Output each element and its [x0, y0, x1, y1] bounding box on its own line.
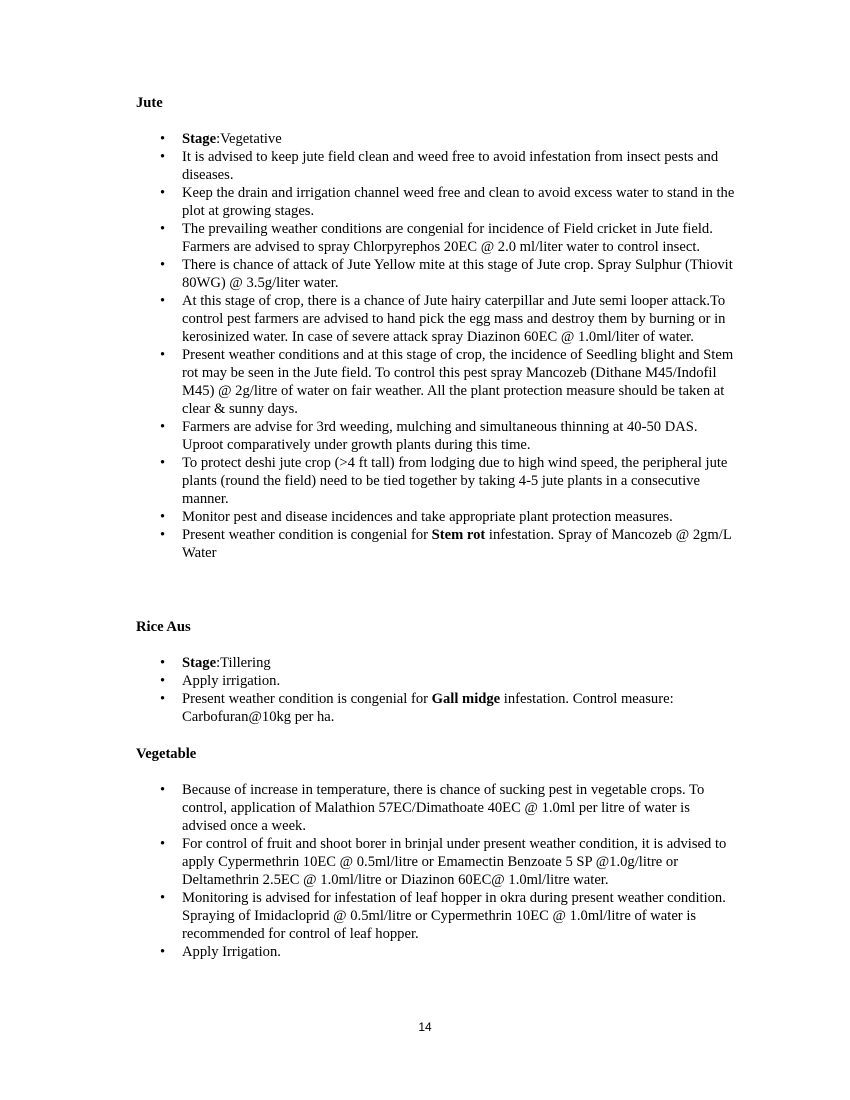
item-text: Present weather condition is congenial for	[182, 691, 432, 707]
page-number: 14	[418, 1020, 432, 1034]
item-bold-term: Stem rot	[431, 527, 486, 543]
jute-list	[182, 130, 738, 562]
stage-label: Stage	[182, 131, 217, 147]
list-item: • Monitoring is advised for infestation of leaf hopper in okra during present weather condition. Spraying of Imidacloprid @ 0.5ml/litre or Cypermethrin 10EC @ 1.0ml/litre of water is recommended for control of leaf hopper.	[182, 889, 738, 943]
list-item: • The prevailing weather conditions are congenial for incidence of Field cricket in Jute field. Farmers are advised to spray Chlorpyrephos 20EC @ 2.0 ml/liter water to control insect.	[182, 220, 738, 256]
list-item: • It is advised to keep jute field clean and weed free to avoid infestation from insect pests and diseases.	[182, 148, 738, 184]
list-item: • Farmers are advise for 3rd weeding, mulching and simultaneous thinning at 40-50 DAS. Uproot comparatively under growth plants during this time.	[182, 418, 738, 454]
item-text: infestation. Spray of Mancozeb @ 2gm/L Water	[182, 527, 732, 561]
list-item-stage	[182, 654, 738, 672]
rice-aus-list	[182, 654, 738, 726]
list-item: • Present weather conditions and at this stage of crop, the incidence of Seedling blight and Stem rot may be seen in the Jute field. To control this pest spray Mancozeb (Dithane M45/Indofil M45) @ 2g/litre of water on fair weather. All the plant protection measure should be taken at clear & sunny days.	[182, 346, 738, 418]
list-item-gall-midge	[182, 690, 738, 726]
section-heading-rice-aus: Rice Aus	[136, 619, 191, 635]
stage-value: :Vegetative	[216, 131, 282, 147]
list-item: • Apply Irrigation.	[182, 943, 738, 961]
stage-label: Stage	[182, 655, 217, 671]
list-item: • For control of fruit and shoot borer in brinjal under present weather condition, it is advised to apply Cypermethrin 10EC @ 0.5ml/litre or Emamectin Benzoate 5 SP @1.0g/litre or Deltamethrin 2.5EC @ 1.0ml/litre or Diazinon 60EC@ 1.0ml/litre water.	[182, 835, 738, 889]
item-text: infestation. Control measure: Carbofuran@10kg per ha.	[182, 691, 674, 725]
item-text: Present weather condition is congenial for	[182, 527, 432, 543]
list-item-stem-rot	[182, 526, 738, 562]
list-item: • There is chance of attack of Jute Yellow mite at this stage of Jute crop. Spray Sulphur (Thiovit 80WG) @ 3.5g/liter water.	[182, 256, 738, 292]
list-item: • Keep the drain and irrigation channel weed free and clean to avoid excess water to stand in the plot at growing stages.	[182, 184, 738, 220]
section-heading-vegetable: Vegetable	[136, 746, 197, 762]
list-item: • Because of increase in temperature, there is chance of sucking pest in vegetable crops. To control, application of Malathion 57EC/Dimathoate 40EC @ 1.0ml per litre of water is advised once a week.	[182, 781, 738, 835]
list-item: • At this stage of crop, there is a chance of Jute hairy caterpillar and Jute semi looper attack.To control pest farmers are advised to hand pick the egg mass and destroy them by burning or in kerosinized water. In case of severe attack spray Diazinon 60EC @ 1.0ml/liter of water.	[182, 292, 738, 346]
list-item: • Apply irrigation.	[182, 672, 738, 690]
list-item: • Monitor pest and disease incidences and take appropriate plant protection measures.	[182, 508, 738, 526]
list-item: • To protect deshi jute crop (>4 ft tall) from lodging due to high wind speed, the peripheral jute plants (round the field) need to be tied together by taking 4-5 jute plants in a consecutive manner.	[182, 454, 738, 508]
item-bold-term: Gall midge	[431, 691, 501, 707]
stage-value: :Tillering	[216, 655, 271, 671]
section-heading-jute: Jute	[136, 95, 163, 111]
list-item-stage	[182, 130, 738, 148]
vegetable-list	[182, 781, 738, 961]
